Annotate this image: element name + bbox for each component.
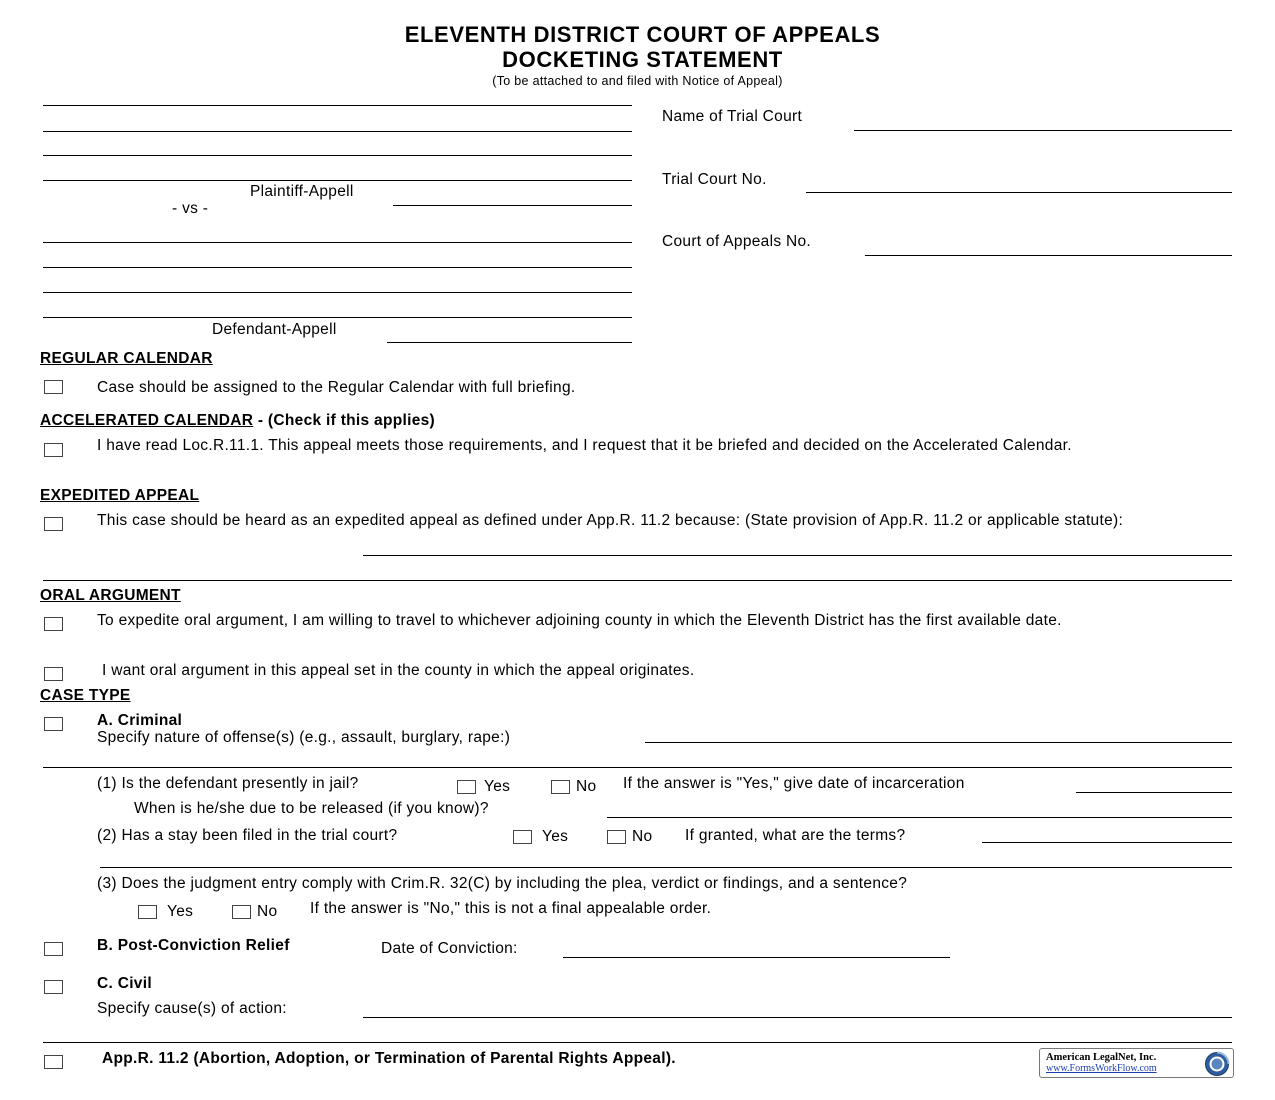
release-prompt: When is he/she due to be released (if you know)?: [134, 800, 489, 817]
expedited-appeal-reason-line-2[interactable]: [43, 580, 1232, 581]
logo-company-name: American LegalNet, Inc.: [1046, 1052, 1157, 1063]
accelerated-calendar-heading-note: - (Check if this applies): [253, 412, 436, 429]
post-conviction-checkbox[interactable]: [44, 942, 63, 956]
globe-icon: [1204, 1051, 1230, 1077]
jail-yes-label: Yes: [484, 778, 511, 795]
appr-11-2-label: App.R. 11.2 (Abortion, Adoption, or Termination of Parental Rights Appeal).: [102, 1050, 676, 1067]
stay-yes-checkbox[interactable]: [513, 830, 532, 844]
plaintiff-line-4[interactable]: [43, 180, 632, 181]
civil-checkbox[interactable]: [44, 980, 63, 994]
trial-court-no-field[interactable]: [806, 192, 1232, 193]
trial-court-name-label: Name of Trial Court: [662, 108, 803, 125]
offense-field-line-2[interactable]: [43, 767, 1232, 768]
expedited-appeal-checkbox[interactable]: [44, 517, 63, 531]
regular-calendar-checkbox[interactable]: [44, 380, 63, 394]
oral-argument-travel-checkbox[interactable]: [44, 617, 63, 631]
trial-court-no-label: Trial Court No.: [662, 171, 767, 188]
plaintiff-line-2[interactable]: [43, 131, 632, 132]
criminal-label: A. Criminal: [97, 712, 183, 729]
judgment-question: (3) Does the judgment entry comply with Crim.R. 32(C) by including the plea, verdict or findings, and a sentence?: [97, 875, 908, 892]
defendant-line-4[interactable]: [43, 317, 632, 318]
expedited-appeal-heading: EXPEDITED APPEAL: [40, 487, 200, 504]
defendant-label: Defendant-Appell: [212, 321, 337, 338]
jail-yes-checkbox[interactable]: [457, 780, 476, 794]
case-type-heading: CASE TYPE: [40, 687, 131, 704]
judgment-followup-note: If the answer is "No," this is not a final appealable order.: [310, 900, 712, 917]
appr-11-2-checkbox[interactable]: [44, 1055, 63, 1069]
cause-of-action-field-1[interactable]: [363, 1017, 1232, 1018]
stay-terms-field-1[interactable]: [982, 842, 1232, 843]
jail-no-label: No: [576, 778, 597, 795]
cause-of-action-prompt: Specify cause(s) of action:: [97, 1000, 287, 1017]
oral-argument-travel-text: To expedite oral argument, I am willing to travel to whichever adjoining county in which the Eleventh District has the first available date.: [97, 612, 1062, 629]
offense-field-line-1[interactable]: [645, 742, 1232, 743]
jail-no-checkbox[interactable]: [551, 780, 570, 794]
release-date-field[interactable]: [607, 817, 1232, 818]
accelerated-calendar-checkbox[interactable]: [44, 443, 63, 457]
civil-label: C. Civil: [97, 975, 152, 992]
legalnet-logo: [1039, 1048, 1234, 1078]
conviction-date-field[interactable]: [563, 957, 950, 958]
post-conviction-label: B. Post-Conviction Relief: [97, 937, 290, 954]
oral-argument-heading: ORAL ARGUMENT: [40, 587, 181, 604]
judgment-yes-checkbox[interactable]: [138, 905, 157, 919]
cause-of-action-field-2[interactable]: [43, 1042, 1232, 1043]
judgment-yes-label: Yes: [167, 903, 194, 920]
regular-calendar-heading: REGULAR CALENDAR: [40, 350, 213, 367]
stay-no-checkbox[interactable]: [607, 830, 626, 844]
appeals-no-field[interactable]: [865, 255, 1232, 256]
jail-followup-prompt: If the answer is "Yes," give date of incarceration: [623, 775, 965, 792]
plaintiff-line-1[interactable]: [43, 105, 632, 106]
stay-question: (2) Has a stay been filed in the trial court?: [97, 827, 398, 844]
criminal-checkbox[interactable]: [44, 717, 63, 731]
defendant-line-3[interactable]: [43, 292, 632, 293]
stay-terms-prompt: If granted, what are the terms?: [685, 827, 906, 844]
defendant-line-1[interactable]: [43, 242, 632, 243]
stay-terms-field-2[interactable]: [100, 867, 1232, 868]
expedited-appeal-text: This case should be heard as an expedited appeal as defined under App.R. 11.2 because: (State provision of App.R. 11.2 or applicable statute):: [97, 512, 1124, 529]
vs-label: - vs -: [172, 200, 209, 217]
plaintiff-label: Plaintiff-Appell: [250, 183, 354, 200]
plaintiff-line-3[interactable]: [43, 155, 632, 156]
plaintiff-suffix-line[interactable]: [393, 205, 632, 206]
trial-court-name-field[interactable]: [854, 130, 1232, 131]
oral-argument-origin-text: I want oral argument in this appeal set in the county in which the appeal originates.: [102, 662, 695, 679]
offense-prompt: Specify nature of offense(s) (e.g., assault, burglary, rape:): [97, 729, 511, 746]
form-title: ELEVENTH DISTRICT COURT OF APPEALS: [404, 22, 881, 47]
defendant-suffix-line[interactable]: [387, 342, 632, 343]
stay-yes-label: Yes: [542, 828, 569, 845]
logo-website-link[interactable]: www.FormsWorkFlow.com: [1046, 1063, 1157, 1074]
incarceration-date-field[interactable]: [1076, 792, 1232, 793]
jail-question: (1) Is the defendant presently in jail?: [97, 775, 359, 792]
stay-no-label: No: [632, 828, 653, 845]
regular-calendar-text: Case should be assigned to the Regular Calendar with full briefing.: [97, 379, 576, 396]
conviction-date-label: Date of Conviction:: [381, 940, 518, 957]
judgment-no-label: No: [257, 903, 278, 920]
accelerated-calendar-heading: [40, 412, 435, 429]
form-subtitle-title: DOCKETING STATEMENT: [502, 47, 783, 72]
accelerated-calendar-text: I have read Loc.R.11.1. This appeal meets those requirements, and I request that it be briefed and decided on the Accelerated Calendar.: [97, 437, 1072, 454]
judgment-no-checkbox[interactable]: [232, 905, 251, 919]
defendant-line-2[interactable]: [43, 267, 632, 268]
form-instructions: (To be attached to and filed with Notice of Appeal): [492, 74, 783, 88]
appeals-no-label: Court of Appeals No.: [662, 233, 812, 250]
expedited-appeal-reason-line-1[interactable]: [363, 555, 1232, 556]
accelerated-calendar-heading-text: ACCELERATED CALENDAR: [40, 412, 254, 429]
oral-argument-origin-checkbox[interactable]: [44, 667, 63, 681]
